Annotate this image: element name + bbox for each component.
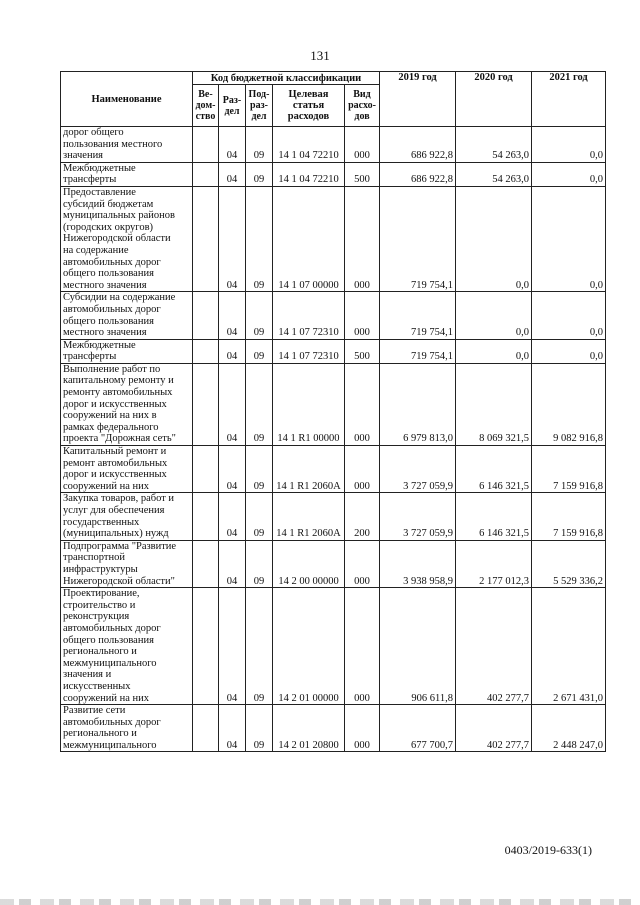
header-podrazdel: Под- раз- дел [246, 85, 273, 127]
row-2020: 0,0 [456, 186, 532, 291]
row-name: Закупка товаров, работ и услуг для обеспечения государственных (муниципальных) нужд [61, 493, 193, 540]
header-target: Целевая статья расходов [273, 85, 345, 127]
row-name: Капитальный ремонт и ремонт автомобильных дорог и искусственных сооружений на них [61, 446, 193, 493]
row-2021: 9 082 916,8 [532, 363, 606, 445]
table-row [61, 339, 606, 363]
row-podrazdel: 09 [246, 162, 273, 186]
row-name: Межбюджетные трансферты [61, 339, 193, 363]
row-2021: 2 448 247,0 [532, 705, 606, 752]
row-name: Подпрограмма "Развитие транспортной инфраструктуры Нижегородской области" [61, 540, 193, 587]
row-razdel: 04 [219, 446, 246, 493]
row-2019: 906 611,8 [380, 588, 456, 705]
row-vid: 000 [345, 186, 380, 291]
row-vedomstvo [193, 127, 219, 163]
row-vedomstvo [193, 540, 219, 587]
row-razdel: 04 [219, 339, 246, 363]
row-vid: 000 [345, 588, 380, 705]
row-2021: 7 159 916,8 [532, 446, 606, 493]
row-podrazdel: 09 [246, 186, 273, 291]
row-name: Выполнение работ по капитальному ремонту и ремонту автомобильных дорог и искусственных сооружений на них в рамках федерального проекта "Дорожная сеть" [61, 363, 193, 445]
table-row [61, 540, 606, 587]
row-2020: 402 277,7 [456, 705, 532, 752]
header-vedomstvo: Ве- дом- ство [193, 85, 219, 127]
row-razdel: 04 [219, 162, 246, 186]
row-vedomstvo [193, 493, 219, 540]
row-razdel: 04 [219, 292, 246, 339]
header-code-group: Код бюджетной классификации [193, 72, 380, 85]
row-podrazdel: 09 [246, 446, 273, 493]
row-target: 14 2 00 00000 [273, 540, 345, 587]
row-target: 14 1 R1 00000 [273, 363, 345, 445]
row-vedomstvo [193, 363, 219, 445]
row-name: Субсидии на содержание автомобильных дорог общего пользования местного значения [61, 292, 193, 339]
row-target: 14 1 R1 2060A [273, 446, 345, 493]
row-name: Предоставление субсидий бюджетам муниципальных районов (городских округов) Нижегородской области на содержание автомобильных дорог общего пользования местного значения [61, 186, 193, 291]
row-target: 14 1 04 72210 [273, 127, 345, 163]
row-target: 14 2 01 20800 [273, 705, 345, 752]
row-razdel: 04 [219, 588, 246, 705]
row-target: 14 2 01 00000 [273, 588, 345, 705]
row-podrazdel: 09 [246, 292, 273, 339]
row-vedomstvo [193, 292, 219, 339]
row-2021: 0,0 [532, 186, 606, 291]
scan-artifact-strip [0, 899, 640, 905]
row-razdel: 04 [219, 493, 246, 540]
row-2020: 54 263,0 [456, 162, 532, 186]
row-razdel: 04 [219, 186, 246, 291]
row-2020: 6 146 321,5 [456, 493, 532, 540]
row-2021: 7 159 916,8 [532, 493, 606, 540]
row-razdel: 04 [219, 705, 246, 752]
row-podrazdel: 09 [246, 363, 273, 445]
row-podrazdel: 09 [246, 339, 273, 363]
row-vedomstvo [193, 446, 219, 493]
row-vid: 200 [345, 493, 380, 540]
row-vedomstvo [193, 705, 219, 752]
table-row [61, 446, 606, 493]
row-name: Проектирование, строительство и реконструкция автомобильных дорог общего пользования регионального и межмуниципального значения и искусственных сооружений на них [61, 588, 193, 705]
table-row [61, 127, 606, 163]
page-number: 131 [310, 48, 330, 63]
row-2019: 3 727 059,9 [380, 446, 456, 493]
row-2019: 677 700,7 [380, 705, 456, 752]
row-2019: 719 754,1 [380, 339, 456, 363]
document-code: 0403/2019-633(1) [504, 843, 592, 857]
row-target: 14 1 07 72310 [273, 292, 345, 339]
row-2021: 0,0 [532, 127, 606, 163]
row-2021: 0,0 [532, 292, 606, 339]
row-podrazdel: 09 [246, 127, 273, 163]
row-2020: 8 069 321,5 [456, 363, 532, 445]
row-podrazdel: 09 [246, 705, 273, 752]
row-vid: 000 [345, 540, 380, 587]
table-row [61, 292, 606, 339]
table-row [61, 705, 606, 752]
row-podrazdel: 09 [246, 493, 273, 540]
row-vedomstvo [193, 162, 219, 186]
row-vid: 500 [345, 339, 380, 363]
row-vedomstvo [193, 339, 219, 363]
row-2019: 719 754,1 [380, 186, 456, 291]
table-row [61, 588, 606, 705]
row-2019: 686 922,8 [380, 162, 456, 186]
header-2021: 2021 год [532, 72, 606, 127]
row-2021: 0,0 [532, 339, 606, 363]
budget-table [60, 71, 606, 752]
row-2020: 402 277,7 [456, 588, 532, 705]
row-2019: 686 922,8 [380, 127, 456, 163]
row-razdel: 04 [219, 363, 246, 445]
row-name: Межбюджетные трансферты [61, 162, 193, 186]
row-target: 14 1 04 72210 [273, 162, 345, 186]
row-vid: 000 [345, 446, 380, 493]
row-vid: 500 [345, 162, 380, 186]
row-podrazdel: 09 [246, 588, 273, 705]
row-razdel: 04 [219, 540, 246, 587]
row-razdel: 04 [219, 127, 246, 163]
row-podrazdel: 09 [246, 540, 273, 587]
row-2020: 0,0 [456, 292, 532, 339]
row-vid: 000 [345, 705, 380, 752]
header-2019: 2019 год [380, 72, 456, 127]
row-2019: 3 938 958,9 [380, 540, 456, 587]
row-target: 14 1 07 72310 [273, 339, 345, 363]
row-2020: 0,0 [456, 339, 532, 363]
row-2021: 2 671 431,0 [532, 588, 606, 705]
row-target: 14 1 07 00000 [273, 186, 345, 291]
row-vedomstvo [193, 186, 219, 291]
row-2021: 0,0 [532, 162, 606, 186]
header-vid: Вид расхо- дов [345, 85, 380, 127]
header-2020: 2020 год [456, 72, 532, 127]
row-vid: 000 [345, 292, 380, 339]
header-razdel: Раз- дел [219, 85, 246, 127]
row-target: 14 1 R1 2060A [273, 493, 345, 540]
row-vid: 000 [345, 127, 380, 163]
table-row [61, 186, 606, 291]
table-row [61, 162, 606, 186]
row-2020: 54 263,0 [456, 127, 532, 163]
row-vedomstvo [193, 588, 219, 705]
row-2020: 2 177 012,3 [456, 540, 532, 587]
table-row [61, 493, 606, 540]
row-name: дорог общего пользования местного значения [61, 127, 193, 163]
header-name: Наименование [61, 72, 193, 127]
table-row [61, 363, 606, 445]
row-2019: 6 979 813,0 [380, 363, 456, 445]
row-2019: 3 727 059,9 [380, 493, 456, 540]
row-vid: 000 [345, 363, 380, 445]
row-name: Развитие сети автомобильных дорог регионального и межмуниципального [61, 705, 193, 752]
row-2019: 719 754,1 [380, 292, 456, 339]
row-2021: 5 529 336,2 [532, 540, 606, 587]
row-2020: 6 146 321,5 [456, 446, 532, 493]
